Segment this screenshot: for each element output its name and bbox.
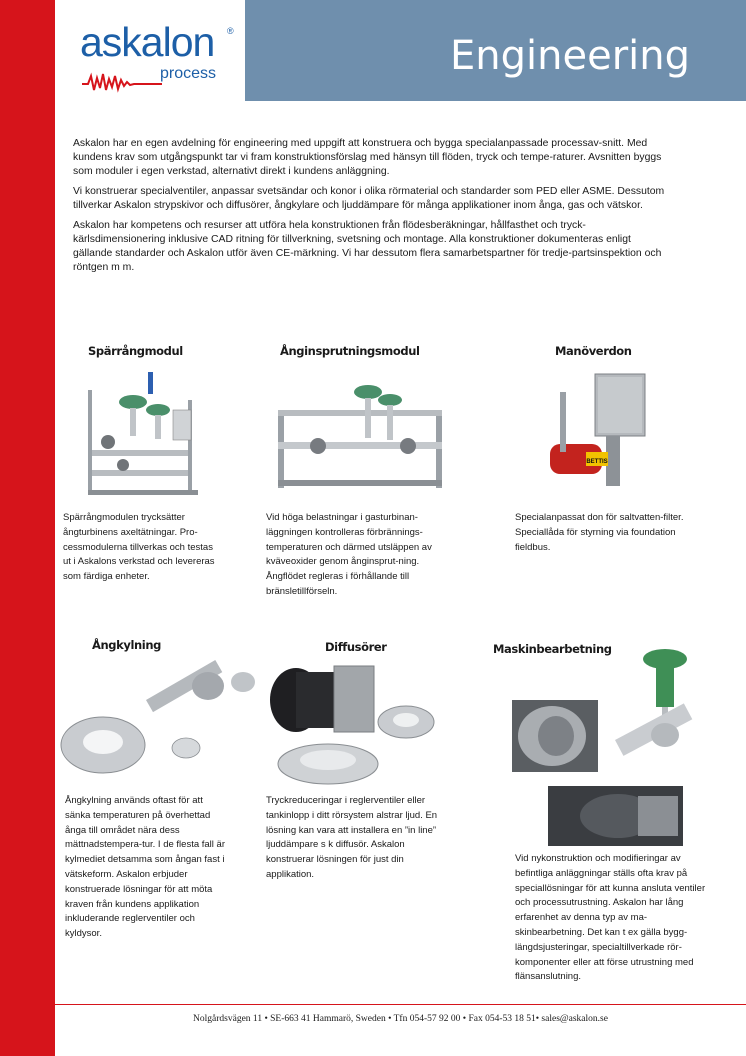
- section-title-angkylning: Ångkylning: [92, 638, 161, 652]
- footer-divider: [55, 1004, 746, 1005]
- intro-paragraph-3: Askalon har kompetens och resurser att utföra hela konstruktionen från flödesberäkningar, hållfasthet och tryck-kärlsdimensionering inklusive CAD ritning för tillverkning, svetsning och montage. Alla konstruktioner dokumenteras enligt gällande standarder och Askalon utför även CE-märkning. Vi har dessutom flera samarbetspartner för tredje-partsinspektion och röntgen m m.: [73, 220, 662, 273]
- sparrangmodul-description: Spärrångmodulen trycksätter ångturbinens axeltätningar. Pro-cessmodulerna tillverkas och testas ut i Askalons verkstad och levereras som färdiga enheter.: [63, 512, 215, 583]
- angkylning-description: Ångkylning används oftast för att sänka temperaturen på överhettad ånga till området nära dess mättnadstempera-tur. I de flesta fall är kylmediet detsamma som ångan fast i vätskeform. Askalon erbjuder konstruerade lösningar för att möta kraven från kundens applikation inkluderande reglerventiler och kyldysor.: [65, 795, 225, 940]
- logo-registered-mark: ®: [227, 26, 234, 36]
- diffusorer-image: [266, 660, 456, 785]
- page-title: Engineering: [450, 33, 690, 79]
- anginsprutningsmodul-description: Vid höga belastningar i gasturbinan-läggningen kontrolleras förbrännings-temperaturen och därmed utsläppen av kväveoxider genom ånginsprut-ning. Ångflödet regleras i förhållande till bränsletillförseln.: [266, 512, 432, 597]
- intro-text: [73, 137, 673, 281]
- intro-paragraph-1: Askalon har en egen avdelning för engineering med uppgift att konstruera och bygga specialanpassade processav-snitt. Med kundens krav som utgångspunkt tar vi fram konstruktionsförslag med hänsyn till flöden, tryck och tempe-raturer. Avsnitten byggs som moduler i egen verkstad, alternativt direkt i kundens anläggning.: [73, 138, 662, 177]
- footer-contact: Nolgårdsvägen 11 • SE-663 41 Hammarö, Sweden • Tfn 054-57 92 00 • Fax 054-53 18 51• sales@askalon.se: [193, 1014, 608, 1024]
- section-title-diffusorer: Diffusörer: [325, 640, 387, 654]
- angkylning-image: [58, 660, 258, 780]
- bettis-label: BETTIS: [586, 459, 608, 465]
- section-title-sparrangmodul: Spärrångmodul: [88, 344, 183, 358]
- logo-subtitle: process: [160, 65, 217, 82]
- logo-wave-icon: [82, 70, 162, 94]
- section-title-maskinbearbetning: Maskinbearbetning: [493, 642, 612, 656]
- logo-wordmark: askalon: [80, 19, 215, 65]
- diffusorer-description: Tryckreduceringar i reglerventiler eller tankinlopp i ditt rörsystem alstrar ljud. En lösning kan vara att installera en ”in line” ljuddämpare s k diffusör. Askalon konstruerar lösningen för just din applikation.: [266, 795, 438, 880]
- manoverdon-description: Specialanpassat don för saltvatten-filter. Speciallåda för styrning via foundation fieldbus.: [515, 512, 684, 553]
- section-title-manoverdon: Manöverdon: [555, 344, 632, 358]
- manoverdon-image: [540, 372, 665, 492]
- maskinbearbetning-valve-image: [610, 645, 700, 785]
- maskinbearbetning-machine-image: [548, 786, 683, 846]
- sparrangmodul-image: [78, 370, 208, 500]
- intro-paragraph-2: Vi konstruerar specialventiler, anpassar svetsändar och konor i olika rörmaterial och standarder som PED eller ASME. Dessutom tillverkar Askalon strypskivor och diffusörer, ångkylare och ljuddämpare för många applikationer inom ånga, gas och vätskor.: [73, 186, 665, 211]
- maskinbearbetning-description: Vid nykonstruktion och modifieringar av befintliga anläggningar ställs ofta krav på speciallösningar för att kunna ansluta ventiler och processutrustning. Askalon har lång erfarenhet av denna typ av ma-skinbearbetning. Det kan t ex gälla bygg-längdsjusteringar, specialtillverkade rör-komponenter eller att förse utrustning med flänsanslutning.: [515, 853, 706, 983]
- left-red-stripe: [0, 0, 55, 1056]
- section-title-anginsprutningsmodul: Ånginsprutningsmodul: [280, 344, 420, 358]
- maskinbearbetning-pipe-image: [512, 700, 598, 772]
- anginsprutningsmodul-image: [278, 380, 443, 490]
